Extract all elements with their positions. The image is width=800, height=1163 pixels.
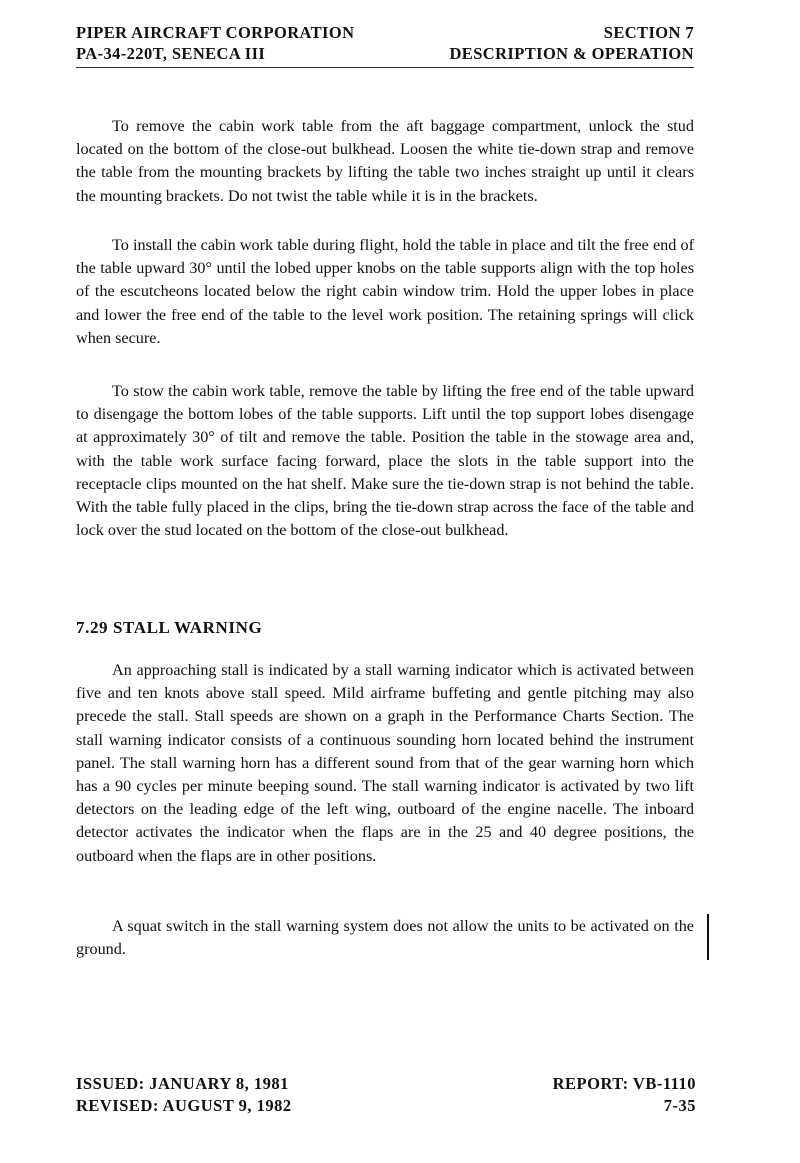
header-divider xyxy=(76,67,694,68)
company-name: PIPER AIRCRAFT CORPORATION xyxy=(76,23,355,42)
paragraph-stow-table: To stow the cabin work table, remove the table by lifting the free end of the table upward to disengage the bottom lobes of the table supports. Lift until the top support lobes disengage at approximately 30° of tilt and remove the table. Position the table in the stowage area and, with the table work surface facing forward, place the slots in the table support into the receptacle clips mounted on the hat shelf. Make sure the tie-down strap is not behind the table. With the table fully placed in the clips, bring the tie-down strap across the face of the table and lock over the stud located on the bottom of the close-out bulkhead. xyxy=(76,382,694,540)
page-number: 7-35 xyxy=(663,1096,696,1115)
section-number: SECTION 7 xyxy=(603,23,694,42)
header-row-bottom xyxy=(76,43,694,64)
footer-row-top xyxy=(76,1073,696,1095)
footer-row-bottom xyxy=(76,1095,696,1117)
paragraph-stall-warning: An approaching stall is indicated by a stall warning indicator which is activated between five and ten knots above stall speed. Mild airframe buffeting and gentle pitching may also precede the stall. Stall speeds are shown on a graph in the Performance Charts Section. The stall warning indicator consists of a continuous sounding horn located behind the instrument panel. The stall warning horn has a different sound from that of the gear warning horn which has a 90 cycles per minute beeping sound. The stall warning indicator is activated by two lift detectors on the leading edge of the left wing, outboard of the engine nacelle. The inboard detector activates the indicator when the flaps are in the 25 and 40 degree positions, the outboard when the flaps are in other positions. xyxy=(76,661,694,865)
issued-date: ISSUED: JANUARY 8, 1981 xyxy=(76,1074,289,1093)
report-number: REPORT: VB-1110 xyxy=(552,1074,696,1093)
revision-change-bar xyxy=(707,914,709,960)
header-row-top xyxy=(76,22,694,43)
paragraph-squat-switch: A squat switch in the stall warning system does not allow the units to be activated on the ground. xyxy=(76,917,694,959)
aircraft-model: PA-34-220T, SENECA III xyxy=(76,44,266,63)
paragraph-remove-table: To remove the cabin work table from the aft baggage compartment, unlock the stud located on the bottom of the close-out bulkhead. Loosen the white tie-down strap and remove the table from the mounting brackets by lifting the table two inches straight up until it clears the mounting brackets. Do not twist the table while it is in the brackets. xyxy=(76,117,694,205)
page-header xyxy=(76,22,694,64)
paragraph-install-table: To install the cabin work table during flight, hold the table in place and tilt the free end of the table upward 30° until the lobed upper knobs on the table supports align with the top holes of the escutcheons located below the right cabin window trim. Hold the upper lobes in place and lower the free end of the table to the level work position. The retaining springs will click when secure. xyxy=(76,236,694,347)
revised-date: REVISED: AUGUST 9, 1982 xyxy=(76,1096,292,1115)
section-title: DESCRIPTION & OPERATION xyxy=(449,44,694,63)
page-footer xyxy=(76,1073,696,1117)
section-heading-stall-warning: 7.29 STALL WARNING xyxy=(76,618,263,637)
